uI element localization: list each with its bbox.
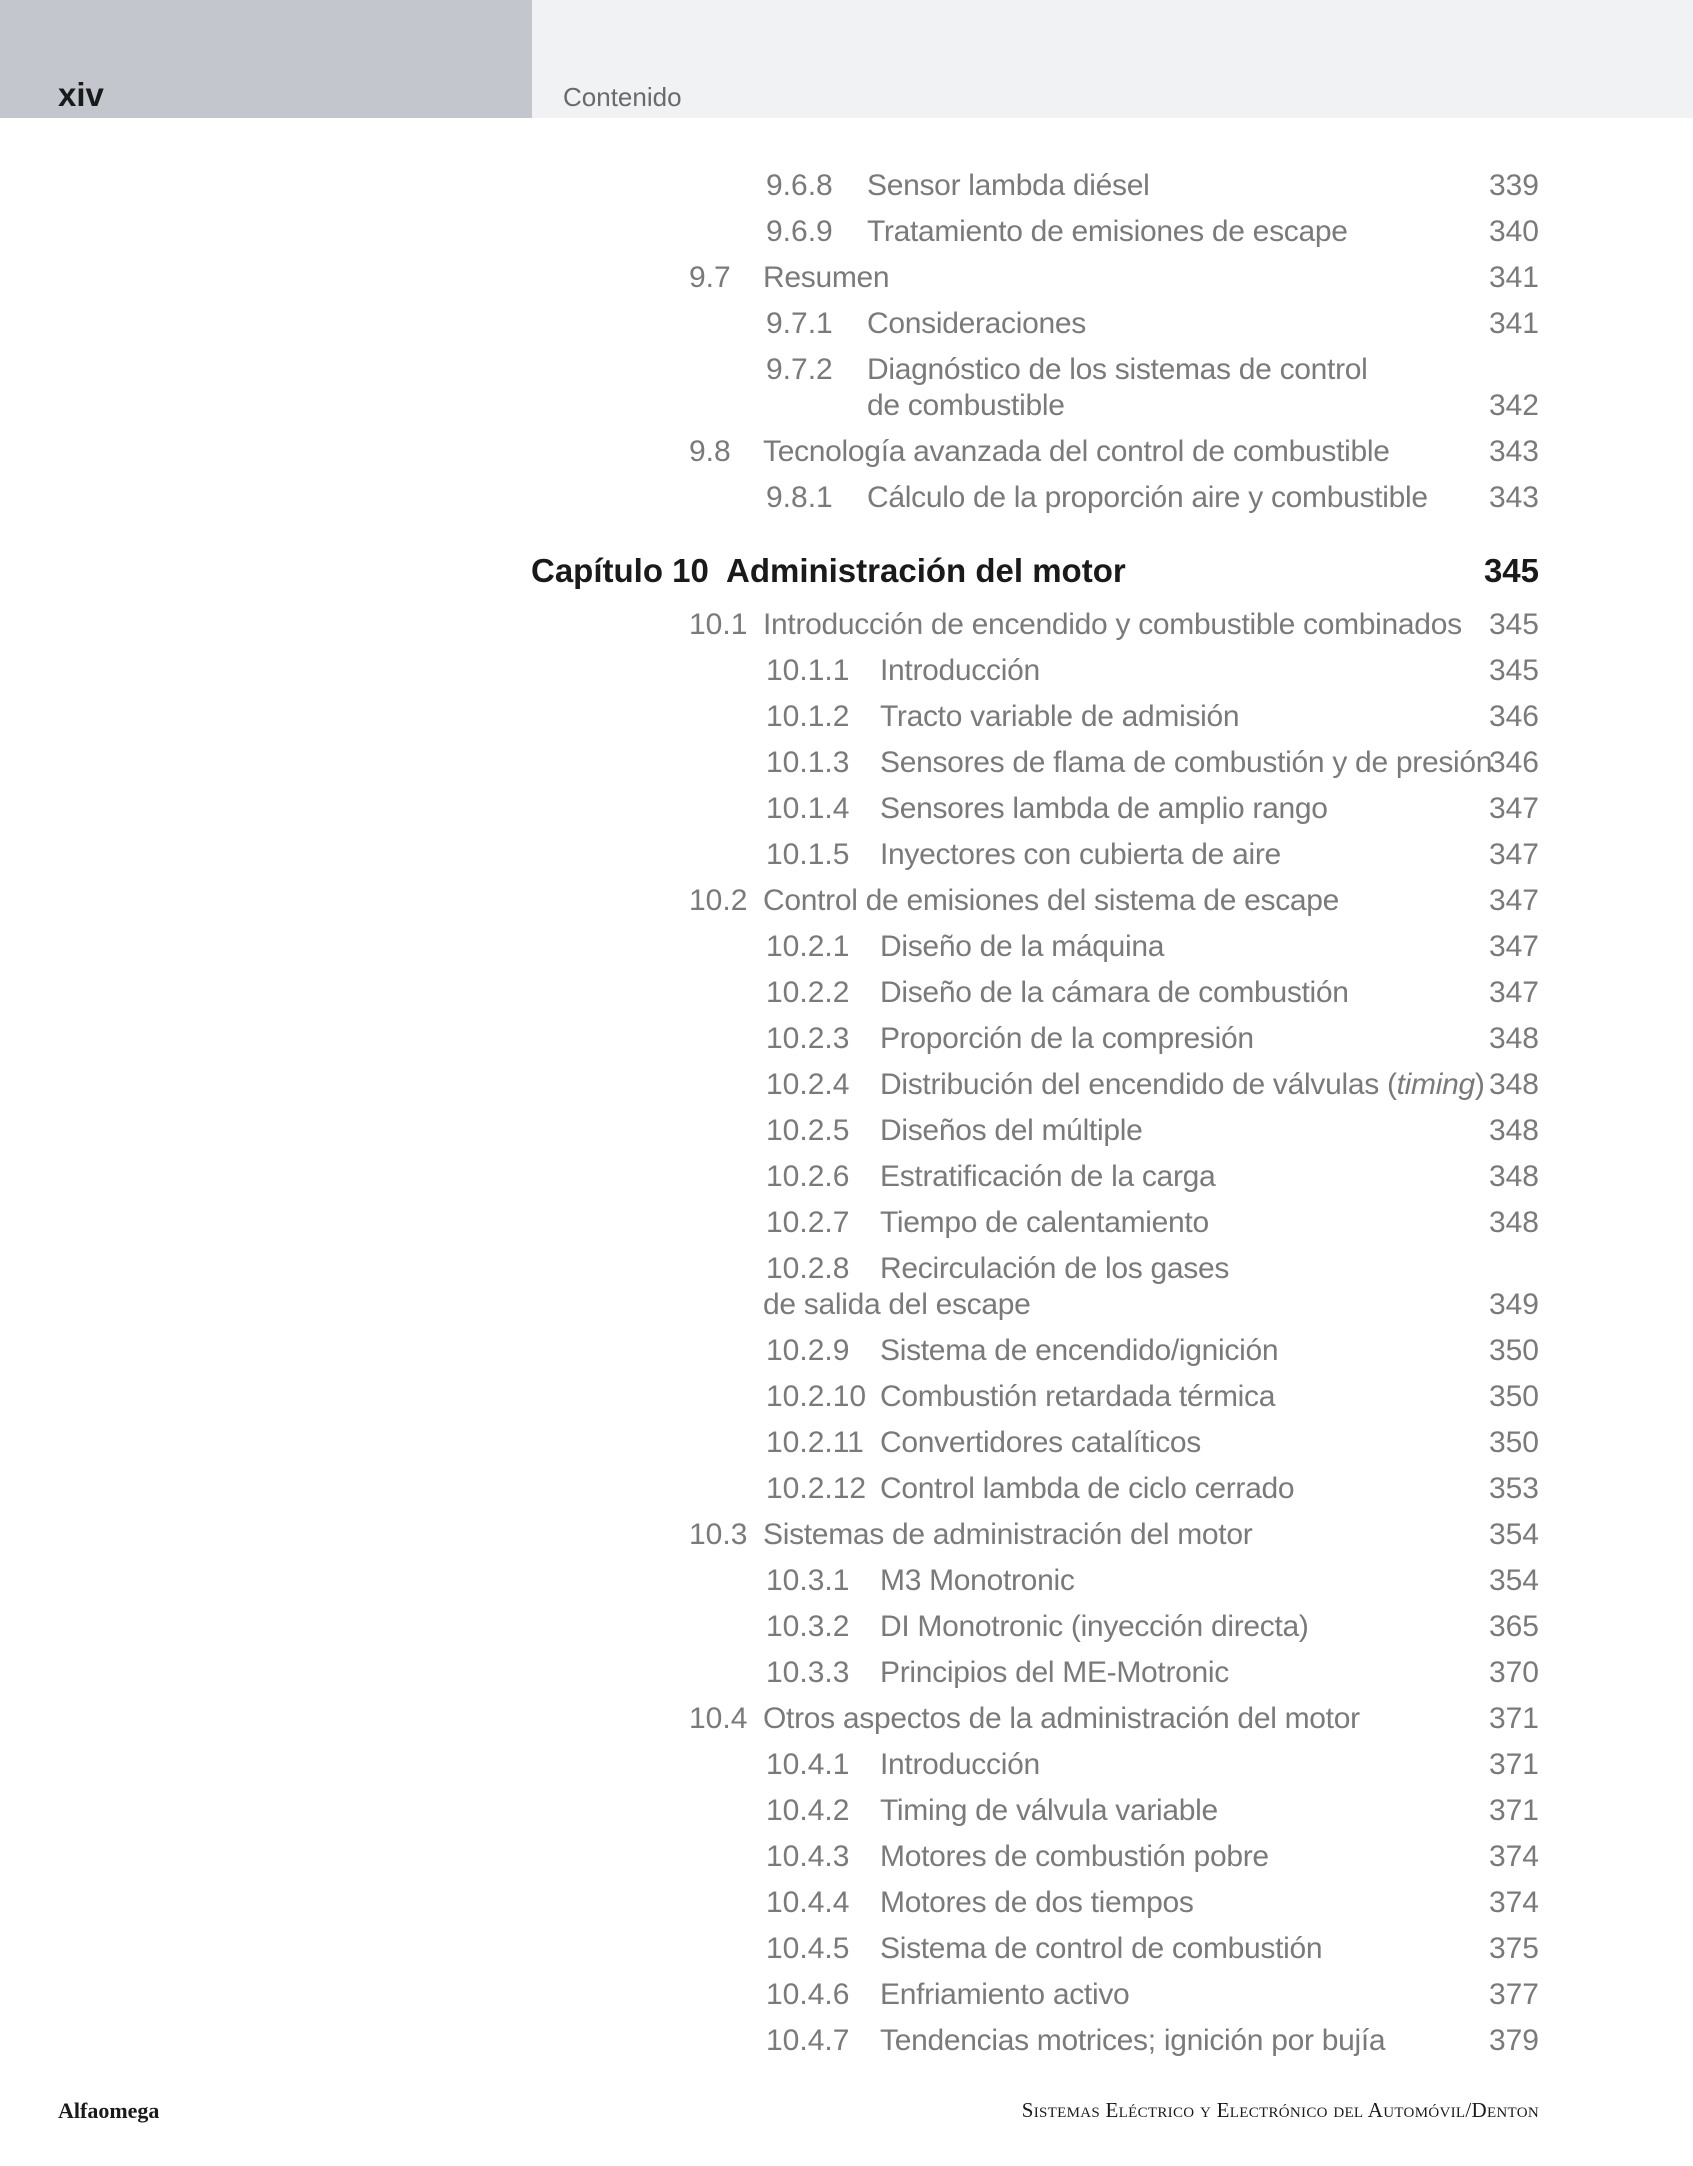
toc-subsection-number: 10.2.1: [766, 930, 850, 963]
toc-title-text: Diagnóstico de los sistemas de control: [867, 353, 1368, 386]
toc-subsection-number: 10.3.2: [766, 1610, 850, 1643]
toc-subsection-title: [880, 1472, 1294, 1506]
toc-title-text: Introducción: [880, 654, 1040, 687]
toc-subsection-title: [880, 1022, 1254, 1056]
toc-section-title: [763, 884, 1339, 918]
toc-title-text: Diseño de la cámara de combustión: [880, 976, 1349, 1009]
toc-page-number: 348: [1488, 1114, 1539, 1147]
toc-subsection-number: 10.1.3: [766, 746, 850, 779]
toc-title-text: Recirculación de los gases: [880, 1252, 1230, 1285]
chapter-label: Capítulo 10: [531, 552, 709, 589]
toc-title-text: Tiempo de calentamiento: [880, 1206, 1209, 1239]
toc-title-text: Sistema de control de combustión: [880, 1932, 1323, 1965]
running-header-title: Contenido: [563, 82, 682, 112]
toc-subsection-number: 10.2.7: [766, 1206, 850, 1239]
toc-subsection-number: 10.4.4: [766, 1886, 850, 1919]
toc-page-number: 341: [1488, 307, 1539, 340]
toc-page-number: 347: [1488, 792, 1539, 825]
toc-subsection-title: [880, 1252, 1229, 1286]
toc-page-number: 379: [1488, 2024, 1539, 2057]
toc-title-text: Sensores lambda de amplio rango: [880, 792, 1328, 825]
toc-page-number: 349: [1488, 1288, 1539, 1321]
toc-title-text: Distribución del encendido de válvulas (: [880, 1068, 1397, 1101]
toc-subsection-number: 10.2.11: [766, 1426, 864, 1459]
page-number: xiv: [58, 76, 104, 113]
toc-page-number: 354: [1488, 1518, 1539, 1551]
toc-title-text: Otros aspectos de la administración del motor: [763, 1702, 1360, 1735]
toc-title-text: Resumen: [763, 261, 890, 294]
toc-subsection-number: 10.4.7: [766, 2024, 850, 2057]
toc-subsection-title: [880, 1610, 1309, 1644]
toc-title-text: Control de emisiones del sistema de escape: [763, 884, 1340, 917]
toc-title-text: Cálculo de la proporción aire y combustible: [867, 481, 1428, 514]
toc-subsection-title: [880, 976, 1349, 1010]
toc-section-number: 9.8: [689, 435, 731, 468]
toc-page-number: 346: [1488, 700, 1539, 733]
toc-title-text: Tratamiento de emisiones de escape: [867, 215, 1348, 248]
toc-subsection-title: [880, 1886, 1194, 1920]
toc-page-number: 371: [1488, 1702, 1539, 1735]
toc-subsection-number: 10.2.9: [766, 1334, 850, 1367]
toc-page-number: 347: [1488, 884, 1539, 917]
chapter-page-number: 345: [1483, 552, 1539, 589]
toc-subsection-title: [880, 1426, 1201, 1460]
toc-subsection-number: 10.2.2: [766, 976, 850, 1009]
toc-page-number: 374: [1488, 1886, 1539, 1919]
toc-page-number: 371: [1488, 1794, 1539, 1827]
header-right-band: [532, 0, 1693, 118]
toc-subsection-title: [880, 1748, 1040, 1782]
toc-subsection-title: [867, 169, 1150, 203]
toc-section-title: [763, 261, 889, 295]
toc-page-number: 343: [1488, 435, 1539, 468]
toc-subsection-number: 10.2.8: [766, 1252, 850, 1285]
toc-page-number: 353: [1488, 1472, 1539, 1505]
toc-title-text: Consideraciones: [867, 307, 1086, 340]
toc-page-number: 348: [1488, 1068, 1539, 1101]
chapter-title: Administración del motor: [725, 552, 1126, 589]
toc-page-number: 347: [1488, 930, 1539, 963]
toc-page-number: 354: [1488, 1564, 1539, 1597]
toc-title-text: Tendencias motrices; ignición por bujía: [880, 2024, 1386, 2057]
toc-subsection-title: [880, 654, 1040, 688]
toc-title-text: Tecnología avanzada del control de combustible: [763, 435, 1390, 468]
footer-book-title: Sistemas Eléctrico y Electrónico del Automóvil/Denton: [1021, 2098, 1539, 2122]
toc-subsection-number: 10.4.6: [766, 1978, 850, 2011]
toc-title-text: Introducción: [880, 1748, 1040, 1781]
toc-subsection-number: 9.7.1: [766, 307, 833, 340]
toc-subsection-number: 10.2.12: [766, 1472, 867, 1505]
toc-page-number: 348: [1488, 1206, 1539, 1239]
toc-subsection-title: [880, 1068, 1485, 1102]
toc-subsection-number: 10.1.5: [766, 838, 850, 871]
toc-title-text: Motores de dos tiempos: [880, 1886, 1194, 1919]
toc-subsection-title: [880, 1840, 1269, 1874]
toc-page-number: 371: [1488, 1748, 1539, 1781]
toc-title-text: Motores de combustión pobre: [880, 1840, 1269, 1873]
toc-subsection-title: [880, 1206, 1209, 1240]
toc-page-number: 374: [1488, 1840, 1539, 1873]
toc-subsection-title: [880, 838, 1281, 872]
toc-title-text: M3 Monotronic: [880, 1564, 1075, 1597]
toc-section-number: 10.1: [689, 608, 748, 641]
toc-subsection-title: [880, 1160, 1215, 1194]
toc-page-number: 365: [1488, 1610, 1539, 1643]
toc-subsection-title: [880, 700, 1239, 734]
toc-section-number: 10.3: [689, 1518, 748, 1551]
toc-page-number: 341: [1488, 261, 1539, 294]
toc-title-text: Principios del ME-Motronic: [880, 1656, 1229, 1689]
toc-section-number: 10.2: [689, 884, 748, 917]
toc-title-text: Diseño de la máquina: [880, 930, 1165, 963]
toc-subsection-number: 10.4.2: [766, 1794, 850, 1827]
toc-subsection-title: [880, 2024, 1385, 2058]
toc-subsection-title: [880, 1794, 1218, 1828]
toc-subsection-title: [880, 930, 1164, 964]
toc-section-title: [763, 1702, 1360, 1736]
toc-page-number: 350: [1488, 1426, 1539, 1459]
toc-title-text: Proporción de la compresión: [880, 1022, 1254, 1055]
toc-subsection-title: [880, 1932, 1322, 1966]
toc-subsection-title: [880, 1114, 1142, 1148]
toc-title-text: Enfriamiento activo: [880, 1978, 1130, 2011]
toc-subsection-title: [880, 1564, 1075, 1598]
toc-page-number: 350: [1488, 1380, 1539, 1413]
toc-page-number: 370: [1488, 1656, 1539, 1689]
toc-title-text: Tracto variable de admisión: [880, 700, 1240, 733]
toc-subsection-number: 10.1.2: [766, 700, 850, 733]
toc-subsection-title: [867, 353, 1368, 387]
toc-subsection-number: 10.2.3: [766, 1022, 850, 1055]
toc-section-title: [763, 608, 1462, 642]
toc-subsection-title: [880, 746, 1492, 780]
toc-subsection-number: 10.3.3: [766, 1656, 850, 1689]
toc-title-end: ): [1474, 1068, 1485, 1101]
toc-page-number: 348: [1488, 1160, 1539, 1193]
toc-title-text: Inyectores con cubierta de aire: [880, 838, 1281, 871]
toc-title-text: DI Monotronic (inyección directa): [880, 1610, 1309, 1643]
toc-page-number: 346: [1488, 746, 1539, 779]
toc-subsection-title: [867, 307, 1086, 341]
toc-subsection-title: [880, 792, 1328, 826]
toc-title-text: Diseños del múltiple: [880, 1114, 1143, 1147]
toc-subsection-number: 9.8.1: [766, 481, 833, 514]
toc-subsection-number: 9.6.8: [766, 169, 833, 202]
toc-subsection-number: 10.4.5: [766, 1932, 850, 1965]
toc-section-number: 10.4: [689, 1702, 748, 1735]
toc-subsection-number: 10.3.1: [766, 1564, 850, 1597]
toc-page-number: 340: [1488, 215, 1539, 248]
toc-subsection-title: [867, 481, 1428, 515]
toc-title-text: Estratificación de la carga: [880, 1160, 1216, 1193]
toc-title-continuation: de salida del escape: [763, 1288, 1031, 1321]
toc-page-number: 342: [1488, 389, 1539, 422]
toc-page-number: 348: [1488, 1022, 1539, 1055]
toc-subsection-number: 10.2.5: [766, 1114, 850, 1147]
toc-title-text: Sistema de encendido/ignición: [880, 1334, 1279, 1367]
toc-page-number: 339: [1488, 169, 1539, 202]
toc-page-number: 345: [1488, 608, 1539, 641]
toc-title-italic: timing: [1396, 1068, 1475, 1101]
toc-page-number: 347: [1488, 838, 1539, 871]
toc-title-text: Introducción de encendido y combustible combinados: [763, 608, 1462, 641]
toc-subsection-number: 9.6.9: [766, 215, 833, 248]
toc-title-text: Combustión retardada térmica: [880, 1380, 1276, 1413]
toc-page-number: 377: [1488, 1978, 1539, 2011]
toc-subsection-number: 10.1.1: [766, 654, 850, 687]
toc-subsection-title: [880, 1656, 1229, 1690]
toc-subsection-number: 10.2.10: [766, 1380, 867, 1413]
toc-subsection-title: [880, 1334, 1278, 1368]
toc-title-text: Sensor lambda diésel: [867, 169, 1150, 202]
toc-section-title: [763, 1518, 1252, 1552]
toc-section-number: 9.7: [689, 261, 731, 294]
toc-section-title: [763, 435, 1390, 469]
toc-subsection-number: 10.4.1: [766, 1748, 850, 1781]
toc-title-text: Timing de válvula variable: [880, 1794, 1218, 1827]
toc-title-text: Sensores de flama de combustión y de presión: [880, 746, 1493, 779]
toc-title-text: Convertidores catalíticos: [880, 1426, 1201, 1459]
toc-subsection-title: [880, 1380, 1275, 1414]
toc-subsection-number: 10.2.6: [766, 1160, 850, 1193]
footer-publisher: Alfaomega: [58, 2098, 160, 2123]
toc-subsection-number: 9.7.2: [766, 353, 833, 386]
toc-subsection-title: [880, 1978, 1129, 2012]
toc-subsection-title: [867, 215, 1348, 249]
toc-page-number: 345: [1488, 654, 1539, 687]
toc-page-number: 375: [1488, 1932, 1539, 1965]
toc-title-text: Sistemas de administración del motor: [763, 1518, 1253, 1551]
toc-subsection-number: 10.2.4: [766, 1068, 850, 1101]
toc-page-number: 347: [1488, 976, 1539, 1009]
toc-title-continuation: de combustible: [867, 389, 1065, 422]
toc-subsection-number: 10.4.3: [766, 1840, 850, 1873]
chapter-heading: [531, 552, 1126, 590]
toc-page-number: 350: [1488, 1334, 1539, 1367]
toc-title-text: Control lambda de ciclo cerrado: [880, 1472, 1295, 1505]
toc-page-number: 343: [1488, 481, 1539, 514]
toc-subsection-number: 10.1.4: [766, 792, 850, 825]
